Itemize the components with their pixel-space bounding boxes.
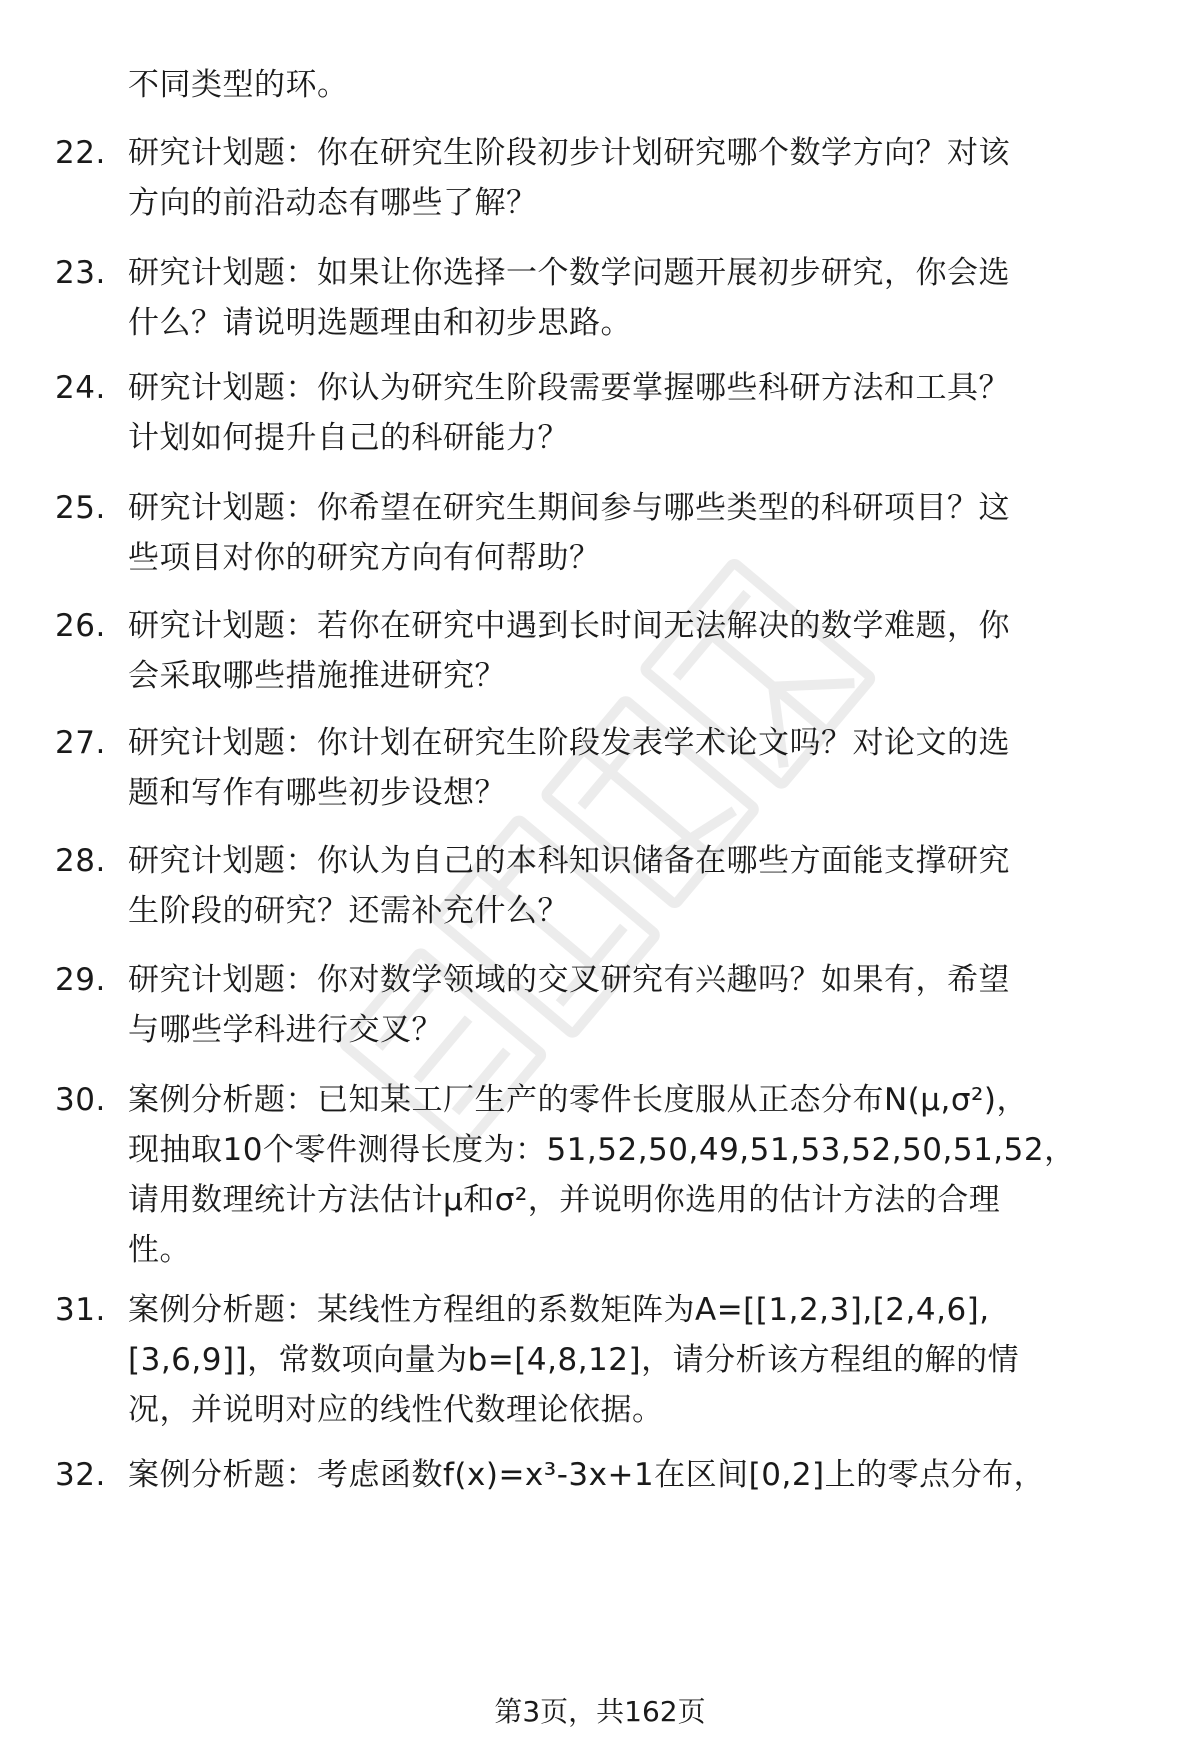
question-text xyxy=(128,955,1138,1055)
question-text xyxy=(128,718,1138,818)
question-text-line: 什么？请说明选题理由和初步思路。 xyxy=(128,305,632,341)
question-text xyxy=(128,483,1138,583)
question-text-line: 研究计划题：如果让你选择一个数学问题开展初步研究，你会选 xyxy=(128,255,1010,291)
question-text xyxy=(128,248,1138,348)
question-text-line: 与哪些学科进行交叉？ xyxy=(128,1012,443,1048)
question-text-line: 案例分析题：考虑函数f(x)=x³-3x+1在区间[0,2]上的零点分布， xyxy=(128,1457,1046,1493)
question-text-line: 研究计划题：你计划在研究生阶段发表学术论文吗？对论文的选 xyxy=(128,725,1010,761)
question-text xyxy=(128,1075,1138,1275)
page-footer: 第3页，共162页 xyxy=(494,1695,706,1728)
question-number: 32. xyxy=(55,1457,106,1493)
question-text-line: 案例分析题：某线性方程组的系数矩阵为A=[[1,2,3],[2,4,6], xyxy=(128,1292,990,1328)
question-text-line: 会采取哪些措施推进研究？ xyxy=(128,658,506,694)
question-text-line: 况，并说明对应的线性代数理论依据。 xyxy=(128,1392,664,1428)
question-text xyxy=(128,601,1138,701)
question-number: 30. xyxy=(55,1082,106,1118)
continuation-text: 不同类型的环。 xyxy=(128,67,349,103)
question-number: 28. xyxy=(55,843,106,879)
question-number: 29. xyxy=(55,962,106,998)
question-number: 25. xyxy=(55,490,106,526)
question-text-line: 性。 xyxy=(128,1232,191,1268)
question-text-line: 研究计划题：你在研究生阶段初步计划研究哪个数学方向？对该 xyxy=(128,135,1010,171)
question-text-line: [3,6,9]]，常数项向量为b=[4,8,12]，请分析该方程组的解的情 xyxy=(128,1342,1020,1378)
question-text-line: 题和写作有哪些初步设想？ xyxy=(128,775,506,811)
question-text-line: 研究计划题：你认为研究生阶段需要掌握哪些科研方法和工具？ xyxy=(128,370,1010,406)
question-number: 22. xyxy=(55,135,106,171)
question-text xyxy=(128,1285,1138,1435)
question-text-line: 研究计划题：你认为自己的本科知识储备在哪些方面能支撑研究 xyxy=(128,843,1010,879)
question-number: 26. xyxy=(55,608,106,644)
question-number: 24. xyxy=(55,370,106,406)
question-number: 23. xyxy=(55,255,106,291)
question-text-line: 案例分析题：已知某工厂生产的零件长度服从正态分布N(μ,σ²)， xyxy=(128,1082,1029,1118)
question-text-line: 些项目对你的研究方向有何帮助？ xyxy=(128,540,601,576)
question-text-line: 研究计划题：若你在研究中遇到长时间无法解决的数学难题，你 xyxy=(128,608,1010,644)
question-text-line: 方向的前沿动态有哪些了解？ xyxy=(128,185,538,221)
question-text-line: 现抽取10个零件测得长度为：51,52,50,49,51,53,52,50,51,52， xyxy=(128,1132,1076,1168)
question-text-line: 请用数理统计方法估计μ和σ²，并说明你选用的估计方法的合理 xyxy=(128,1182,1001,1218)
question-number: 31. xyxy=(55,1292,106,1328)
question-text xyxy=(128,836,1138,936)
question-text xyxy=(128,1450,1138,1500)
question-text xyxy=(128,128,1138,228)
question-text-line: 研究计划题：你希望在研究生期间参与哪些类型的科研项目？这 xyxy=(128,490,1010,526)
question-text-line: 研究计划题：你对数学领域的交叉研究有兴趣吗？如果有，希望 xyxy=(128,962,1010,998)
question-text-line: 计划如何提升自己的科研能力？ xyxy=(128,420,569,456)
question-text xyxy=(128,363,1138,463)
question-number: 27. xyxy=(55,725,106,761)
question-text-line: 生阶段的研究？还需补充什么？ xyxy=(128,893,569,929)
